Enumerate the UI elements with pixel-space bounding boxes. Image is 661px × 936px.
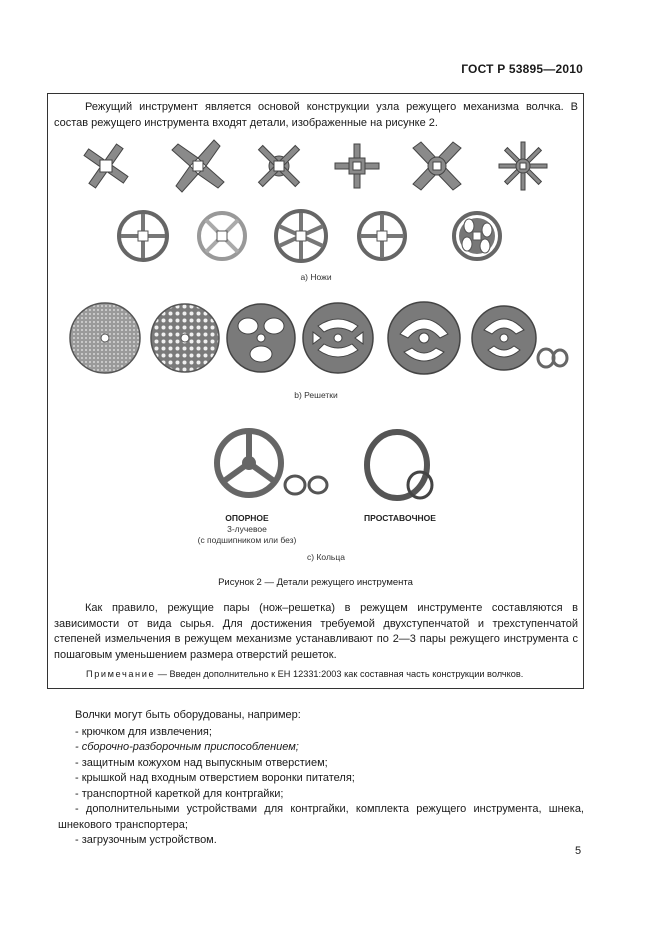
ring-support-note: (с подшипником или без) bbox=[197, 535, 297, 545]
list-item: - сборочно-разборочным приспособлением; bbox=[75, 741, 299, 753]
knives-row-2 bbox=[48, 208, 585, 270]
page-number: 5 bbox=[575, 845, 582, 857]
standard-header: ГОСТ Р 53895—2010 bbox=[461, 62, 583, 76]
list-item: - крышкой над входным отверстием воронки питателя; bbox=[75, 772, 355, 784]
caption-rings: с) Кольца bbox=[307, 552, 345, 562]
list-item: - транспортной кареткой для контргайки; bbox=[75, 787, 284, 800]
plates-row bbox=[48, 296, 585, 380]
ring-spacer-title: ПРОСТАВОЧНОЕ bbox=[364, 513, 436, 523]
equipment-list bbox=[58, 708, 584, 849]
list-item: - загрузочным устройством. bbox=[75, 834, 217, 846]
list-item: - защитным кожухом над выпускным отверстием; bbox=[75, 756, 328, 769]
list-item: - крючком для извлечения; bbox=[75, 725, 212, 738]
caption-plates: b) Решетки bbox=[294, 390, 338, 400]
after-paragraph: Как правило, режущие пары (нож–решетка) в режущем инструменте составляются в зависимости от вида сырья. Для достижения требуемой двухступенчатой и трехступенчатой степеней измельчения в режущем механизме устанавливают по 2—3 пары режущего инструмента с пошаговым уменьшением размера отверстий решеток. bbox=[54, 602, 578, 661]
rings-row bbox=[48, 427, 585, 507]
knives-row-1 bbox=[48, 138, 585, 208]
list-lead: Волчки могут быть оборудованы, например: bbox=[75, 709, 301, 721]
figure-caption: Рисунок 2 — Детали режущего инструмента bbox=[218, 577, 413, 588]
ring-support-subtitle: 3-лучевое bbox=[227, 524, 267, 534]
note bbox=[86, 669, 523, 679]
note-label: Примечание bbox=[86, 669, 156, 679]
framed-section bbox=[47, 93, 584, 689]
intro-paragraph: Режущий инструмент является основой конструкции узла режущего механизма волчка. В состав режущего инструмента входят детали, изображенные на рисунке 2. bbox=[54, 101, 578, 129]
ring-support-title: ОПОРНОЕ bbox=[225, 513, 269, 523]
note-text: — Введен дополнительно к ЕН 12331:2003 как составная часть конструкции волчков. bbox=[155, 669, 524, 679]
list-item: - дополнительными устройствами для контргайки, комплекта режущего инструмента, шнека, шнекового транспортера; bbox=[58, 803, 584, 831]
caption-knives: а) Ножи bbox=[300, 272, 332, 282]
